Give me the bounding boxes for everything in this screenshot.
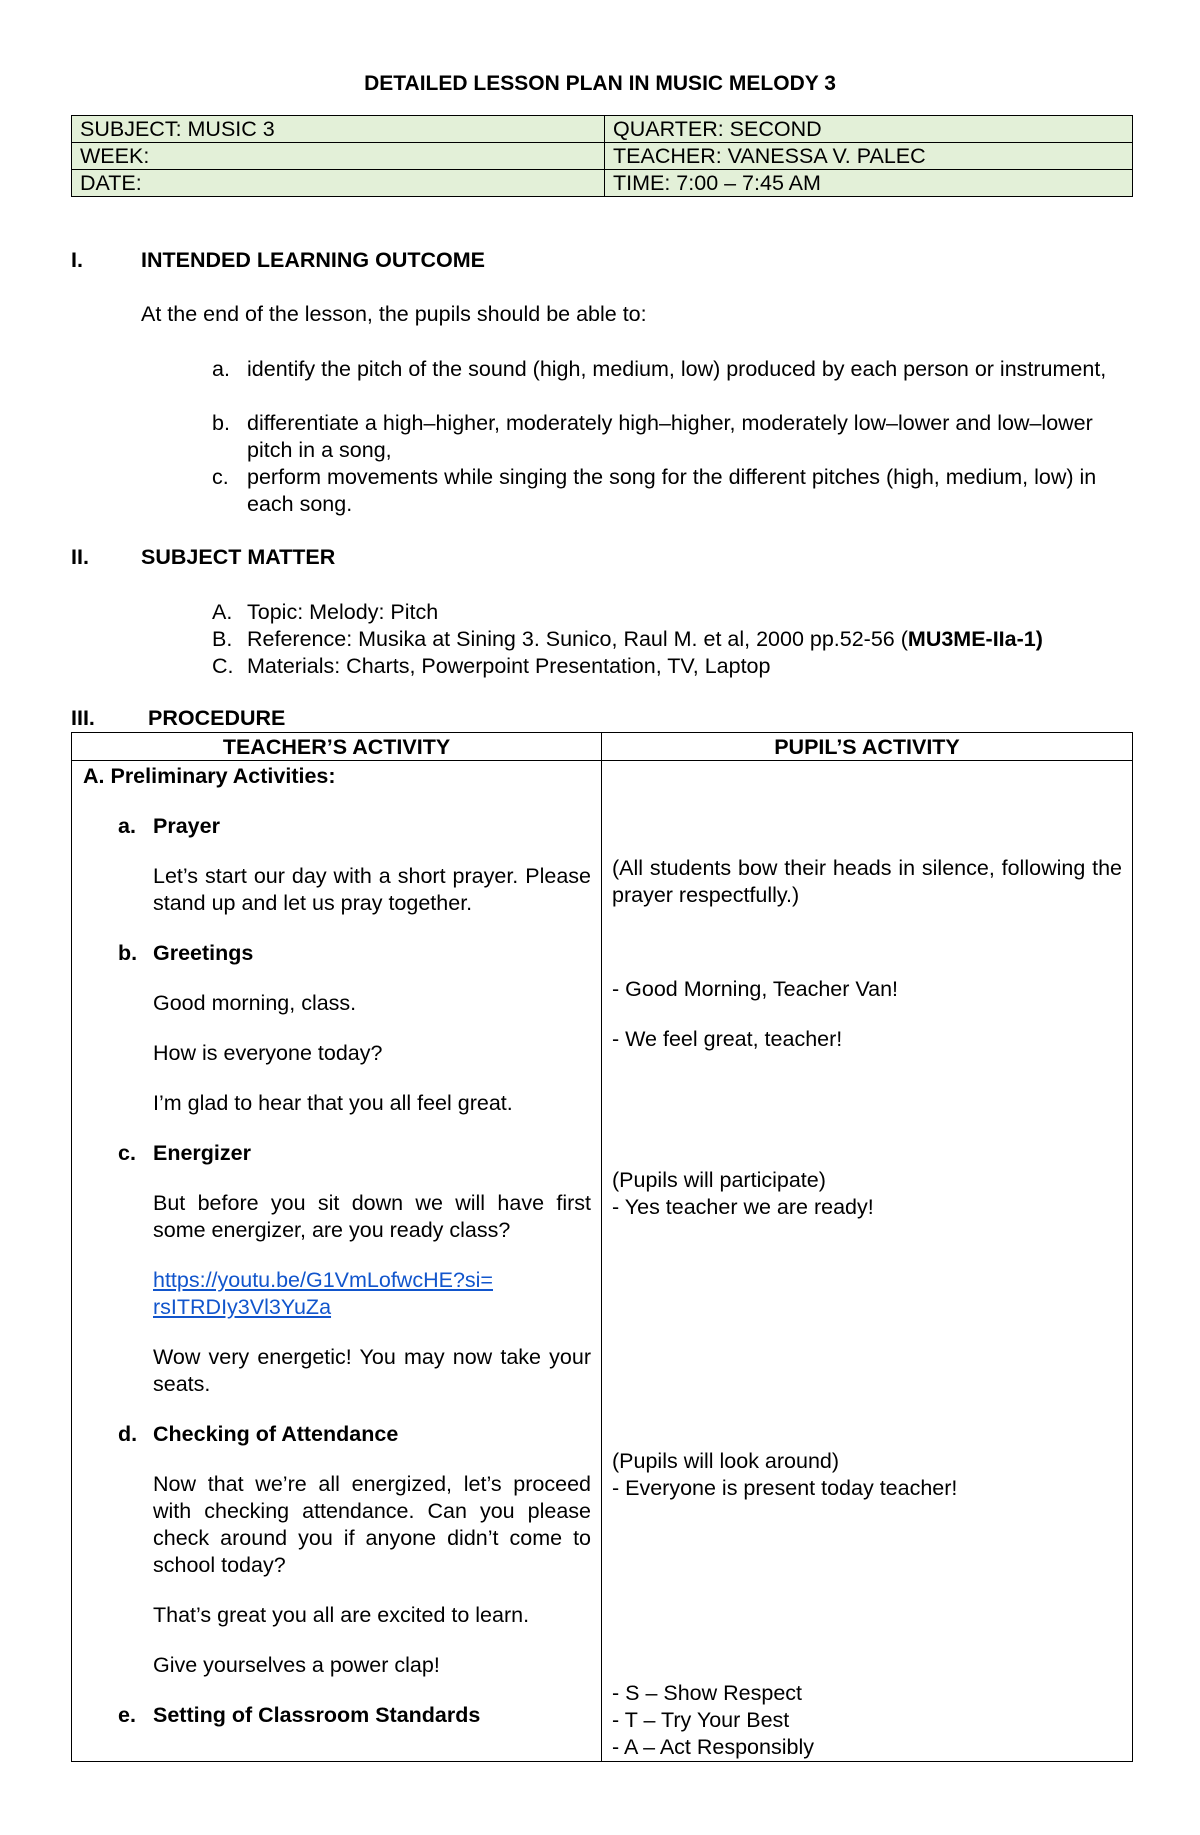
page-title: DETAILED LESSON PLAN IN MUSIC MELODY 3 bbox=[364, 72, 836, 95]
attendance-title: Checking of Attendance bbox=[153, 1422, 399, 1446]
greetings-pupil-line: - Good Morning, Teacher Van! bbox=[612, 977, 899, 1001]
attendance-pupil-line: - Everyone is present today teacher! bbox=[612, 1476, 958, 1500]
subject-text: Materials: Charts, Powerpoint Presentation, TV, Laptop bbox=[247, 654, 771, 678]
greetings-title: Greetings bbox=[153, 941, 254, 965]
pupil-column-header: PUPIL’S ACTIVITY bbox=[774, 735, 960, 759]
energizer-video-link[interactable]: https://youtu.be/G1VmLofwcHE?si=rsITRDIy3Vl3YuZa bbox=[153, 1268, 493, 1319]
attendance-mark: d. bbox=[118, 1422, 138, 1446]
standards-pupil-line: - A – Act Responsibly bbox=[612, 1735, 814, 1759]
standards-pupil-line: - S – Show Respect bbox=[612, 1681, 803, 1705]
header-divider bbox=[72, 760, 1132, 761]
greetings-mark: b. bbox=[118, 941, 138, 965]
prayer-mark: a. bbox=[118, 814, 136, 838]
date-cell: DATE: bbox=[72, 170, 605, 197]
outcome-text: identify the pitch of the sound (high, medium, low) produced by each person or instrument, bbox=[247, 357, 1107, 381]
greetings-pupil-line: - We feel great, teacher! bbox=[612, 1027, 843, 1051]
standards-title: Setting of Classroom Standards bbox=[153, 1703, 481, 1727]
greetings-teacher-line: How is everyone today? bbox=[153, 1041, 383, 1065]
attendance-teacher-text-2: That’s great you all are excited to learn. bbox=[153, 1603, 530, 1627]
outcome-mark: c. bbox=[212, 465, 229, 489]
section-1-intro: At the end of the lesson, the pupils should be able to: bbox=[141, 302, 647, 326]
subject-cell: SUBJECT: MUSIC 3 bbox=[72, 116, 605, 143]
energizer-teacher-text-2: Wow very energetic! You may now take your seats. bbox=[153, 1345, 591, 1396]
prayer-pupil-text: (All students bow their heads in silence, following the prayer respectfully.) bbox=[612, 856, 1122, 907]
subject-code: MU3ME-IIa-1) bbox=[907, 627, 1043, 651]
subject-mark: A. bbox=[212, 600, 233, 624]
standards-mark: e. bbox=[118, 1703, 136, 1727]
time-cell: TIME: 7:00 – 7:45 AM bbox=[605, 170, 1133, 197]
greetings-teacher-line: Good morning, class. bbox=[153, 991, 357, 1015]
section-3-number: III. bbox=[71, 706, 95, 730]
outcome-text: perform movements while singing the song for the different pitches (high, medium, low) in each song. bbox=[247, 465, 1097, 516]
subject-text: Topic: Melody: Pitch bbox=[247, 600, 439, 624]
outcome-text: differentiate a high–higher, moderately high–higher, moderately low–lower and low–lower pitch in a song, bbox=[247, 411, 1093, 462]
week-cell: WEEK: bbox=[72, 143, 605, 170]
energizer-mark: c. bbox=[118, 1141, 136, 1165]
energizer-title: Energizer bbox=[153, 1141, 251, 1165]
section-2-number: II. bbox=[71, 545, 89, 569]
prayer-teacher-text: Let’s start our day with a short prayer. Please stand up and let us pray together. bbox=[153, 864, 591, 915]
greetings-teacher-line: I’m glad to hear that you all feel great. bbox=[153, 1091, 513, 1115]
subject-mark: B. bbox=[212, 627, 233, 651]
subject-text-wrap bbox=[247, 626, 1127, 653]
attendance-teacher-text: Now that we’re all energized, let’s proceed with checking attendance. Can you please check around you if anyone didn’t come to school today? bbox=[153, 1472, 591, 1577]
energizer-teacher-text: But before you sit down we will have first some energizer, are you ready class? bbox=[153, 1191, 591, 1242]
subject-text: Reference: Musika at Sining 3. Sunico, Raul M. et al, 2000 pp.52-56 ( bbox=[247, 627, 908, 651]
attendance-pupil-line: (Pupils will look around) bbox=[612, 1449, 840, 1473]
quarter-cell: QUARTER: SECOND bbox=[605, 116, 1133, 143]
preliminary-heading: A. Preliminary Activities: bbox=[83, 764, 336, 788]
section-1-number: I. bbox=[71, 248, 83, 272]
teacher-column-header: TEACHER’S ACTIVITY bbox=[222, 735, 451, 759]
prayer-title: Prayer bbox=[153, 814, 220, 838]
subject-mark: C. bbox=[212, 654, 234, 678]
info-table bbox=[71, 115, 1133, 197]
attendance-teacher-text-3: Give yourselves a power clap! bbox=[153, 1653, 440, 1677]
procedure-table bbox=[71, 732, 1133, 1762]
energizer-pupil-line: - Yes teacher we are ready! bbox=[612, 1195, 874, 1219]
section-1-title: INTENDED LEARNING OUTCOME bbox=[141, 248, 485, 272]
outcome-mark: a. bbox=[212, 357, 230, 381]
outcome-mark: b. bbox=[212, 411, 230, 435]
column-divider bbox=[601, 733, 602, 1761]
standards-pupil-line: - T – Try Your Best bbox=[612, 1708, 790, 1732]
teacher-cell: TEACHER: VANESSA V. PALEC bbox=[605, 143, 1133, 170]
section-3-title: PROCEDURE bbox=[148, 706, 286, 730]
energizer-pupil-line: (Pupils will participate) bbox=[612, 1168, 826, 1192]
section-2-title: SUBJECT MATTER bbox=[141, 545, 336, 569]
